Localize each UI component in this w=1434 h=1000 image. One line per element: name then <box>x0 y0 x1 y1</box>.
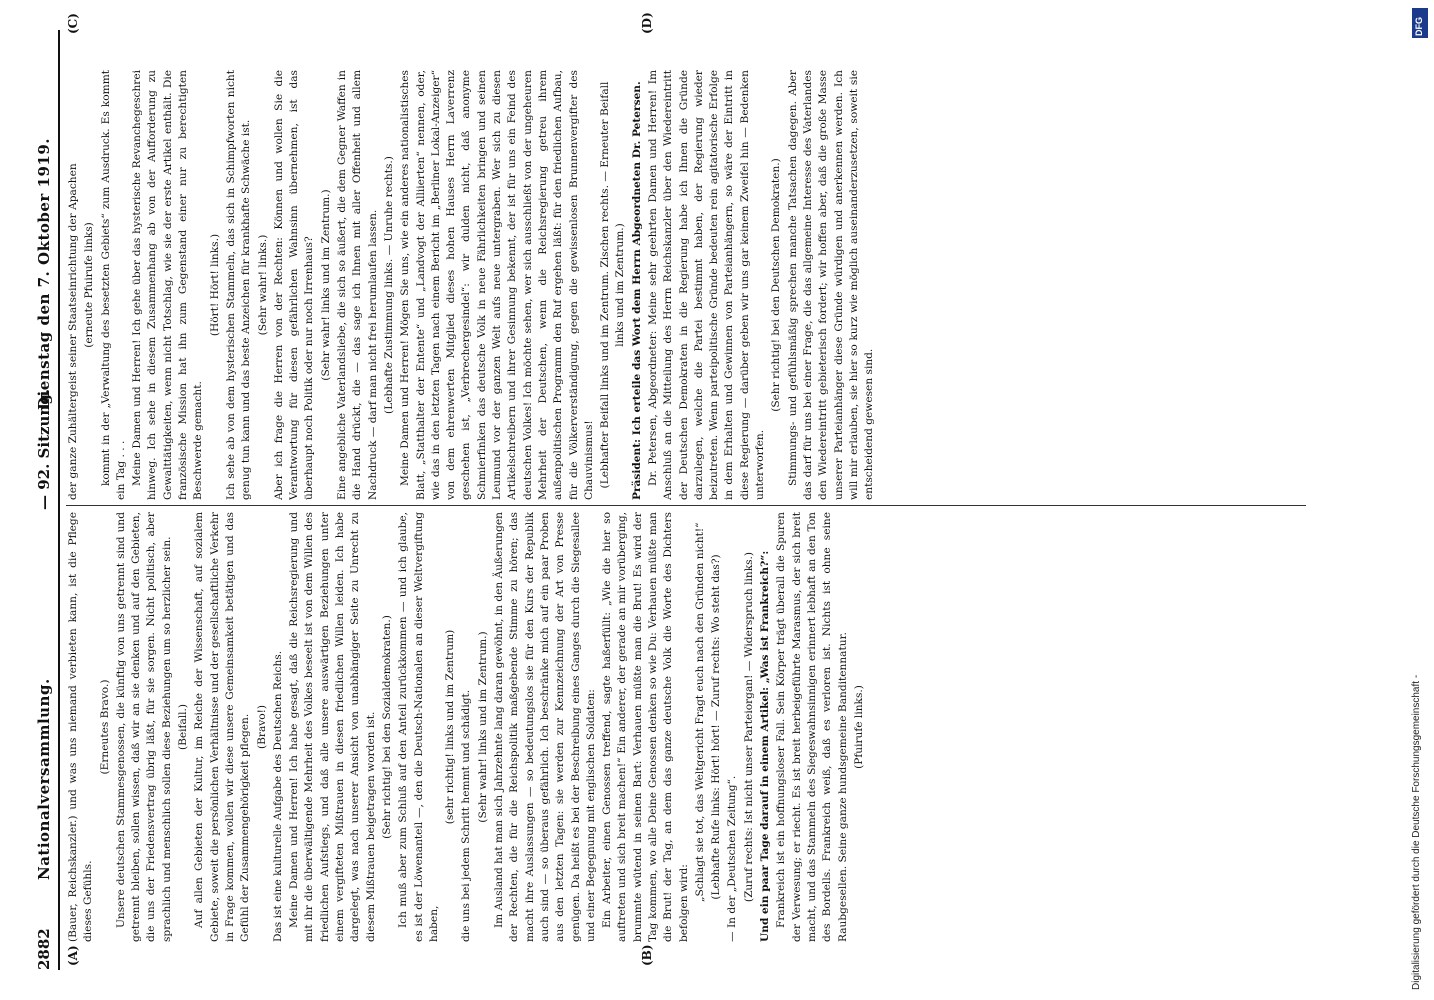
interjection: (Erneutes Bravo.) <box>98 679 111 775</box>
quotation: Ein Arbeiter, einen Genossen treffend, sagte haßerfüllt: „Wie die hier so auftreten und sich breit machen!“ Ein anderer, der gerade an mir vorüberging, brummte wütend in seinen Bart: Verhauen müßte man die Brut! Es wird der Tag kommen, wo alle Deine Genossen denken so wie Du: Verhauen müßte man die Brut! der Tag, an dem das ganze deutsche Volk die Worte des Dichters befolgen wird: <box>601 512 690 942</box>
interjection: (Sehr wahr! links und im Zentrum.) <box>476 631 489 823</box>
dfg-logo <box>1412 8 1428 38</box>
margin-mark-d: (D) <box>640 12 654 34</box>
paragraph: Im Ausland hat man sich Jahrzehnte lang daran gewöhnt, in den Äußerungen der Rechten, die für die Reichspolitik maßgebende Stimme zu hören; das macht ihre Auslassungen — so bedeutungslos sie für den Kurs der Republik auch sind — so überaus gefährlich. Ich beschränke mich auf ein paar Proben aus den letzten Tagen: sie werden zur Kennzeichnung der Art von Presse genügen. Da heißt es bei der Beschreibung eines Ganges durch die Siegesallee und einer Begegnung mit englischen Soldaten: <box>493 512 597 942</box>
paragraph: Ich sehe ab von dem hysterischen Stammeln, das sich in Schimpfworten nicht genug tun kann und das beste Anzeichen für krankhafte Schwäche ist. <box>224 70 253 500</box>
paragraph: die uns bei jedem Schritt hemmt und schädigt. <box>460 689 473 942</box>
paragraph: (Bauer, Reichskanzler.) und was uns niemand verbieten kann, ist die Pflege dieses Gefühls. <box>67 512 95 942</box>
credit-text: Digitalisierung gefördert durch die Deutsche Forschungsgemeinschaft - <box>1411 674 1422 990</box>
paragraph: Meine Damen und Herren! Ich habe gesagt, daß die Reichsregierung und mit ihr die überwältigende Mehrheit des Volkes beseelt ist von dem Willen des friedlichen Aufstiegs, und daß alle unsere auswärtigen Beziehungen unter einem vergifteten Mißtrauen in diesen friedlichen Willen leiden. Ich habe dargelegt, was nach unserer Ansicht von unabhängiger Seite zu Unrecht zu diesem Mißtrauen beigetragen worden ist. <box>288 512 377 942</box>
paragraph: Das ist eine kulturelle Aufgabe des Deutschen Reichs. <box>271 650 284 942</box>
interjection: (erneute Pfuirufe links) <box>83 222 96 348</box>
paragraph: kommt in der „Verwaltung des besetzten Gebiets“ zum Ausdruck. Es kommt ein Tag . . . <box>99 70 127 500</box>
interjection: (Lebhafte Rufe links: Hört! hört! — Zuruf rechts: Wo steht das?) <box>710 554 723 900</box>
interjection: (Bravo!) <box>255 704 268 750</box>
paragraph: Stimmungs- und gefühlsmäßig sprechen manche Tatsachen dagegen. Aber das darf für uns bei einer Frage, die das allgemeine Interesse des Vaterlandes den Wiedereintritt gebieterisch fordert; wir hoffen aber, daß die große Masse unserer Parteianhänger diese Gründe würdigen und anerkennen werden. Ich will mir erlauben, sie hier so kurz wie möglich auseinanderzusetzen, soweit sie entscheidend gewesen sind. <box>786 70 876 500</box>
interjection: (Zuruf rechts: Ist nicht unser Parteiorgan! — Widerspruch links.) <box>742 551 755 903</box>
header-title: Nationalversammlung. <box>35 678 53 880</box>
header-date: Dienstag den 7. Oktober 1919. <box>35 137 53 410</box>
column-divider <box>66 505 1306 506</box>
paragraph: der ganze Zuhältergeist seiner Staatseinrichtung der Apachen <box>67 163 79 500</box>
paragraph: Unsere deutschen Stammesgenossen, die künftig von uns getrennt sind und getrennt bleiben, sollen wissen, daß wir an sie denken und auf den Gebieten, die uns der Friedensvertrag übrig läßt, für sie sorgen. Nicht politisch, aber sprachlich und menschlich sollen diese Beziehungen um so herzlicher sein. <box>114 512 173 942</box>
paragraph: Ich muß aber zum Schluß auf den Anteil zurückkommen — und ich glaube, es ist der Löwenanteil —, den die Deutsch-Nationalen an dieser Weltvergiftung haben, <box>397 512 440 942</box>
dfg-logo-text: DFG <box>1414 17 1424 36</box>
left-column <box>66 512 1296 942</box>
margin-mark-b: (B) <box>640 944 654 966</box>
interjection: (Lebhafte Zustimmung links. — Unruhe rechts.) <box>382 156 395 414</box>
verse-quote: „Schlagt sie tot, das Weltgericht Fragt euch nach den Gründen nicht!“ <box>693 522 706 902</box>
margin-mark-c: (C) <box>66 13 80 34</box>
margin-mark-a: (A) <box>66 945 80 966</box>
interjection: (Sehr richtig! bei den Sozialdemokraten.) <box>380 615 393 839</box>
paragraph: Meine Damen und Herren! Mögen Sie uns, wie ein anderes nationalistisches Blatt, „Statthalter der Entente“ und „Landvogt der Alliierten“ nennen, oder, wie das in den letzten Tagen nach einem Bericht im „Berliner Lokal-Anzeiger“ von dem ehrenwerten Mitglied dieses hohen Hauses Herrn Laverrenz geschehen ist, „Verbrechergesindel“: wir dulden nicht, daß anonyme Schmierfinken das deutsche Volk in neue Fährlichkeiten bringen und seinen Leumund vor der ganzen Welt aufs neue untergraben. Wer sich zu diesen Artikelschreibern und ihrer Gesinnung bekennt, der ist für uns ein Feind des deutschen Volkes! Ich möchte sehen, wer sich ausschließt von der ungeheuren Mehrheit der Deutschen, wenn die Reichsregierung getreu ihrem außenpolitischen Programm den Ruf ergehen läßt: für den friedlichen Aufbau, für die Völkerverständigung, gegen die gewissenlosen Brunnenvergifter des Chauvinismus! <box>399 70 595 500</box>
president-speech: Präsident: Ich erteile das Wort dem Herrn Abgeordneten Dr. Petersen. <box>630 81 643 500</box>
interjection: (sehr richtig! links und im Zentrum) <box>444 629 457 825</box>
paragraph: Eine angebliche Vaterlandsliebe, die sich so äußert, die dem Gegner Waffen in die Hand drückt, die — das sage ich Ihnen mit aller Offenheit und allem Nachdruck — darf man nicht frei herumlaufen lassen. <box>336 70 379 500</box>
paragraph: Aber ich frage die Herren von der Rechten: Können und wollen Sie die Verantwortung für diesen gefährlichen Wahnsinn übernehmen, ist das überhaupt noch Politik oder nur noch Irrenhaus? <box>272 70 316 500</box>
paragraph: Meine Damen und Herren! Ich gehe über das hysterische Revanchegeschrei hinweg. Ich sehe in diesem Zusammenhang ab von der Aufforderung zu Gewalttätigkeiten, wenn nicht Totschlag, wie sie der erste Artikel enthält. Die französische Mission hat ihn zum Gegenstand einer nur zu berechtigten Beschwerde gemacht. <box>131 70 205 500</box>
right-column <box>66 70 1296 500</box>
page-number: 2882 <box>35 928 53 970</box>
interjection: (Sehr wahr! links und im Zentrum.) <box>319 189 332 381</box>
interjection: (Sehr wahr! links.) <box>256 234 269 336</box>
interjection: (Sehr richtig! bei den Deutschen Demokraten.) <box>770 158 783 412</box>
quotation: Frankreich ist ein hoffnungsloser Fall. Sein Körper trägt überall die Spuren der Verwesung; er riecht. Es ist breit herbeigeführte Marasmus, der sich breit macht, und das Stammeln des Siegeswahnsinnigen erinnert lebhaft an den Ton des Bordells. Frankreich weiß, daß es verloren ist. Nichts ist ohne seine Raubgesellen. Seine ganze hundsgemeine Banditennatur. <box>775 512 849 942</box>
speaker-paragraph: Dr. Petersen, Abgeordneter: Meine sehr geehrten Damen und Herren! Im Anschluß an die Mitteilung des Herrn Reichskanzler über den Wiedereintritt der Deutschen Demokraten in die Regierung habe ich Ihnen die Gründe darzulegen, welche die Partei bestimmt haben, der Regierung wieder beizutreten. Wenn parteipolitische Gründe bedeuten rein agitatorische Erfolge in dem Erhalten und Gewinnen von Parteianhängern, so wäre der Eintritt in diese Regierung — darüber geben wir uns gar keinem Zweifel hin — Bedenken unterworfen. <box>646 70 767 500</box>
interjection: (Beifall.) <box>177 703 190 751</box>
running-header <box>32 30 58 970</box>
paragraph: — In der „Deutschen Zeitung“. <box>726 775 739 942</box>
digitization-credit <box>1408 0 1434 1000</box>
paragraph: Auf allen Gebieten der Kultur, im Reiche der Wissenschaft, auf sozialem Gebiete, soweit die persönlichen Verhältnisse und der gesellschaftliche Verkehr in Frage kommen, wollen wir diese unsere Gemeinsamkeit betätigen und das Gefühl der Zusammengehörigkeit pflegen. <box>193 512 252 942</box>
header-session: — 92. Sitzung. <box>35 388 53 510</box>
interjection: (Hört! Hört! links.) <box>208 233 221 337</box>
paragraph: Und ein paar Tage darauf in einem Artikel: „Was ist Frankreich?“: <box>759 550 772 942</box>
interjection: (Lebhafter Beifall links und im Zentrum. Zischen rechts. — Erneuter Beifall links und im Zentrum.) <box>599 81 627 489</box>
header-rule <box>58 30 60 970</box>
interjection: (Pfuirufe links.) <box>852 685 865 769</box>
